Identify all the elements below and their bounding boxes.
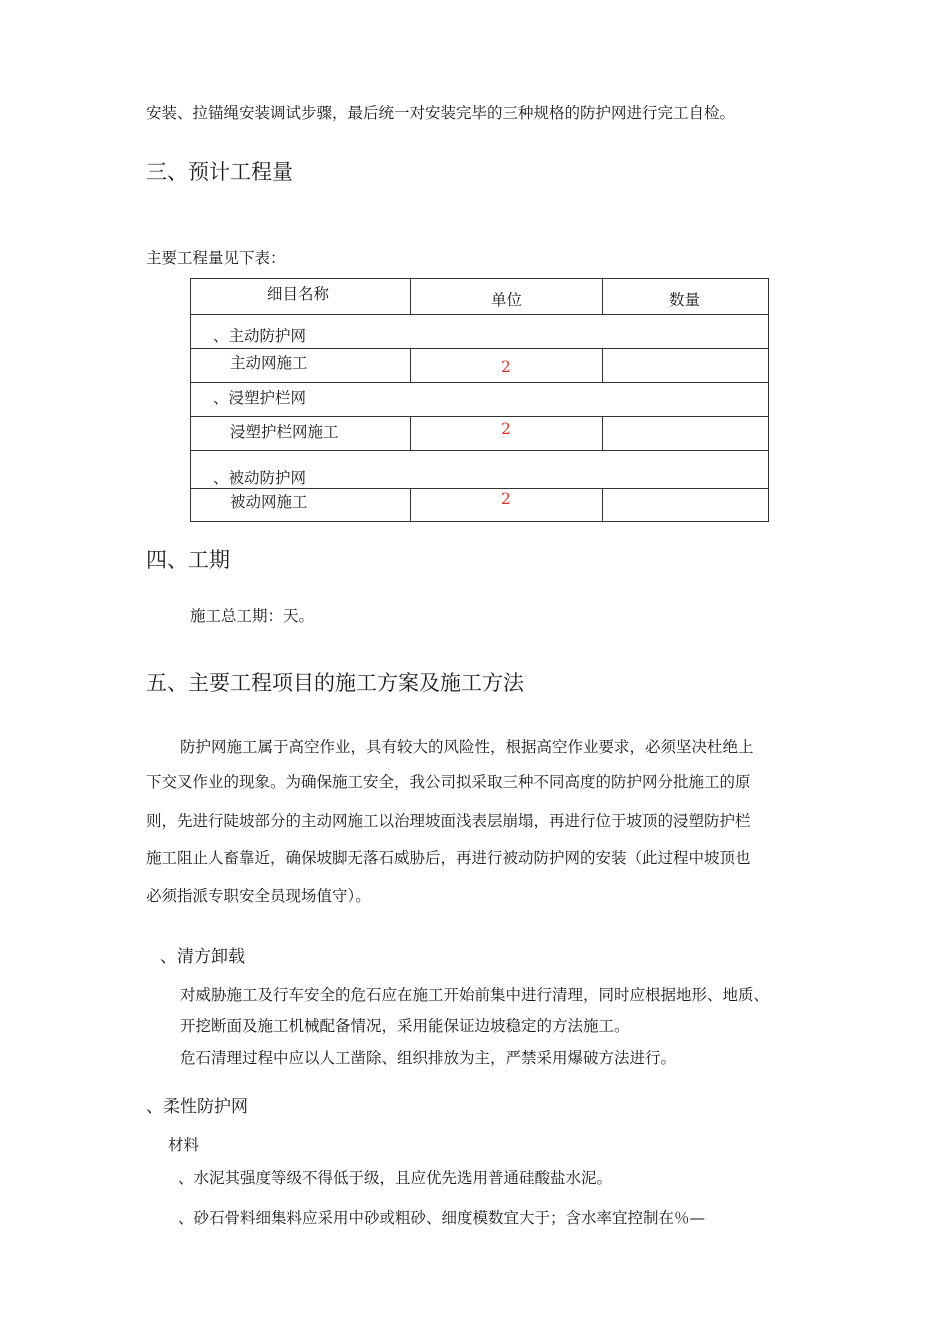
- item-name: 被动网施工: [230, 493, 308, 511]
- paragraph-line: 防护网施工属于高空作业，具有较大的风险性，根据高空作业要求，必须坚决杜绝上: [180, 738, 754, 756]
- group-label: 、浸塑护栏网: [213, 389, 307, 407]
- header-unit: 单位: [491, 291, 523, 309]
- paragraph-line: 则，先进行陡坡部分的主动网施工以治理坡面浅表层崩塌，再进行位于坡顶的浸塑防护栏: [146, 812, 751, 830]
- item-unit: 2: [501, 420, 511, 438]
- table-row: [191, 417, 769, 451]
- qty-cell: [603, 349, 769, 383]
- item-name: 主动网施工: [230, 354, 308, 372]
- item-unit: 2: [501, 358, 511, 376]
- header-name: 细目名称: [267, 285, 330, 303]
- material-item: 、砂石骨料细集料应采用中砂或粗砂、细度模数宜大于；含水率宜控制在％—: [178, 1209, 706, 1227]
- group-label: 、主动防护网: [213, 327, 307, 345]
- subsection-1-line: 开挖断面及施工机械配备情况，采用能保证边坡稳定的方法施工。: [180, 1017, 630, 1035]
- item-unit: 2: [501, 490, 511, 508]
- table-group-row: [191, 383, 769, 417]
- header-cell: [603, 279, 769, 315]
- item-cell: [191, 349, 411, 383]
- paragraph-line: 施工阻止人畜靠近，确保坡脚无落石威胁后，再进行被动防护网的安装（此过程中坡顶也: [146, 849, 751, 867]
- group-cell: [191, 315, 769, 349]
- table-row: [191, 349, 769, 383]
- item-cell: [191, 489, 411, 522]
- group-cell: [191, 451, 769, 489]
- intro-line: 安装、拉锚绳安装调试步骤，最后统一对安装完毕的三种规格的防护网进行完工自检。: [146, 104, 736, 122]
- header-qty: 数量: [669, 291, 701, 309]
- subsection-1-line: 危石清理过程中应以人工凿除、组织排放为主，严禁采用爆破方法进行。: [180, 1049, 677, 1067]
- section-3-heading: 三、预计工程量: [146, 160, 293, 184]
- qty-cell: [603, 489, 769, 522]
- group-cell: [191, 383, 769, 417]
- unit-cell: [411, 489, 603, 522]
- header-cell: [191, 279, 411, 315]
- unit-cell: [411, 417, 603, 451]
- header-cell: [411, 279, 603, 315]
- item-name: 浸塑护栏网施工: [230, 423, 339, 441]
- unit-cell: [411, 349, 603, 383]
- subsection-1-line: 对威胁施工及行车安全的危石应在施工开始前集中进行清理，同时应根据地形、地质、: [180, 986, 770, 1004]
- materials-label: 材料: [168, 1136, 200, 1154]
- table-row: [191, 489, 769, 522]
- subsection-2-heading: 、柔性防护网: [146, 1097, 248, 1117]
- paragraph-line: 必须指派专职安全员现场值守）。: [146, 887, 371, 905]
- group-label: 、被动防护网: [213, 469, 307, 487]
- item-cell: [191, 417, 411, 451]
- table-group-row: [191, 451, 769, 489]
- qty-cell: [603, 417, 769, 451]
- section-4-heading: 四、工期: [146, 548, 230, 572]
- table-header-row: [191, 279, 769, 315]
- subsection-1-heading: 、清方卸载: [160, 947, 245, 967]
- table-lead-text: 主要工程量见下表：: [146, 249, 286, 267]
- paragraph-line: 下交叉作业的现象。为确保施工安全，我公司拟采取三种不同高度的防护网分批施工的原: [146, 773, 751, 791]
- schedule-text: 施工总工期：天。: [190, 607, 315, 625]
- section-5-heading: 五、主要工程项目的施工方案及施工方法: [146, 671, 524, 695]
- material-item: 、水泥其强度等级不得低于级，且应优先选用普通硅酸盐水泥。: [178, 1169, 613, 1187]
- table-group-row: [191, 315, 769, 349]
- quantity-table: [190, 278, 769, 522]
